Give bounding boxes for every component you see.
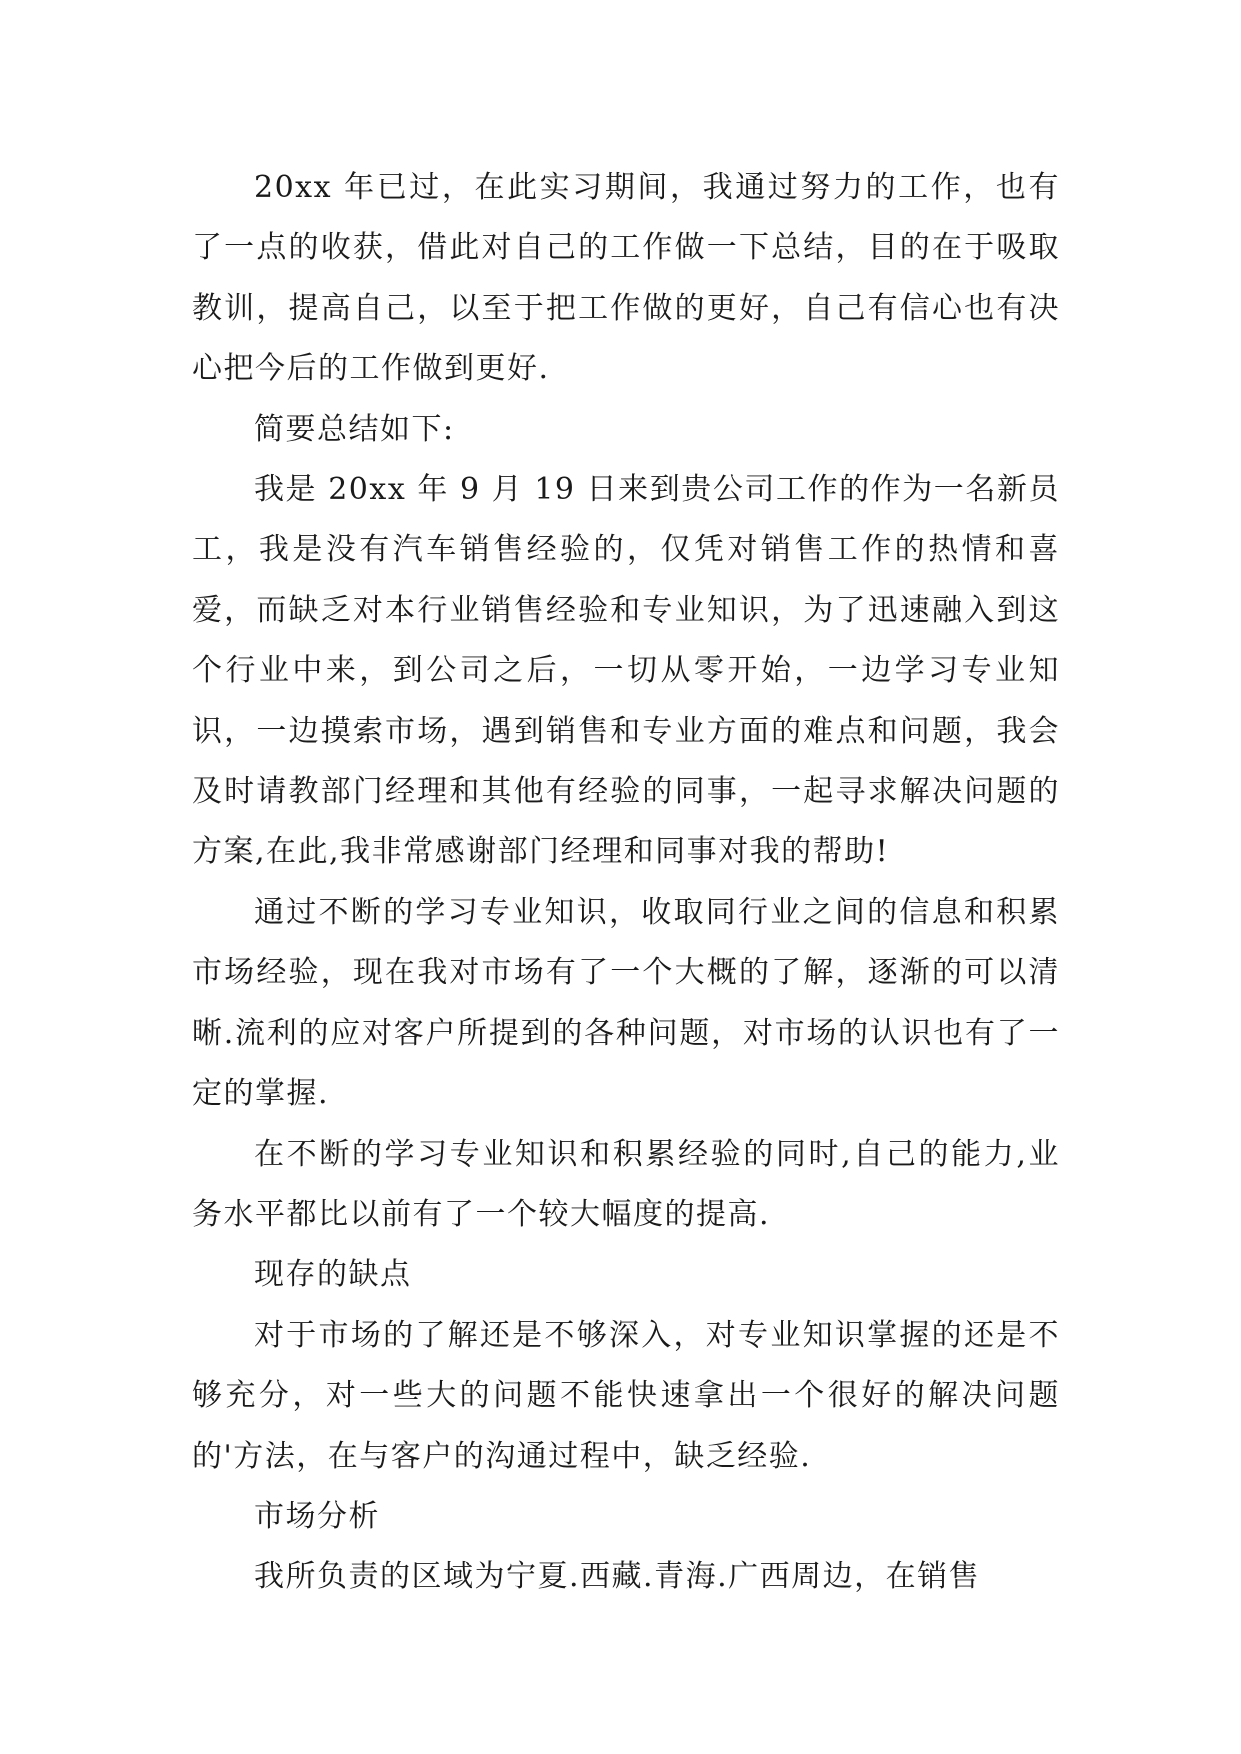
paragraph-intro: 20xx 年已过，在此实习期间，我通过努力的工作，也有了一点的收获，借此对自己的工作做一下总结，目的在于吸取教训，提高自己，以至于把工作做的更好，自己有信心也有决心把今后的工作做到更好. bbox=[192, 170, 1060, 387]
heading-shortcomings: 现存的缺点 bbox=[254, 1257, 412, 1293]
document-body bbox=[192, 158, 1060, 1608]
heading-summary: 简要总结如下: bbox=[254, 411, 455, 447]
paragraph-improvement: 在不断的学习专业知识和积累经验的同时,自己的能力,业务水平都比以前有了一个较大幅度的提高. bbox=[192, 1136, 1060, 1232]
heading-market-analysis: 市场分析 bbox=[254, 1498, 380, 1534]
paragraph-background: 我是 20xx 年 9 月 19 日来到贵公司工作的作为一名新员工，我是没有汽车销售经验的，仅凭对销售工作的热情和喜爱，而缺乏对本行业销售经验和专业知识，为了迅速融入到这个行业中来，到公司之后，一切从零开始，一边学习专业知识，一边摸索市场，遇到销售和专业方面的难点和问题，我会及时请教部门经理和其他有经验的同事，一起寻求解决问题的方案,在此,我非常感谢部门经理和同事对我的帮助! bbox=[192, 472, 1060, 870]
paragraph-shortcomings: 对于市场的了解还是不够深入，对专业知识掌握的还是不够充分，对一些大的问题不能快速拿出一个很好的解决问题的'方法，在与客户的沟通过程中，缺乏经验. bbox=[192, 1317, 1060, 1474]
paragraph-market-analysis: 我所负责的区域为宁夏.西藏.青海.广西周边，在销售 bbox=[254, 1559, 981, 1595]
paragraph-learning: 通过不断的学习专业知识，收取同行业之间的信息和积累市场经验，现在我对市场有了一个大概的了解，逐渐的可以清晰.流利的应对客户所提到的各种问题，对市场的认识也有了一定的掌握. bbox=[192, 894, 1060, 1112]
